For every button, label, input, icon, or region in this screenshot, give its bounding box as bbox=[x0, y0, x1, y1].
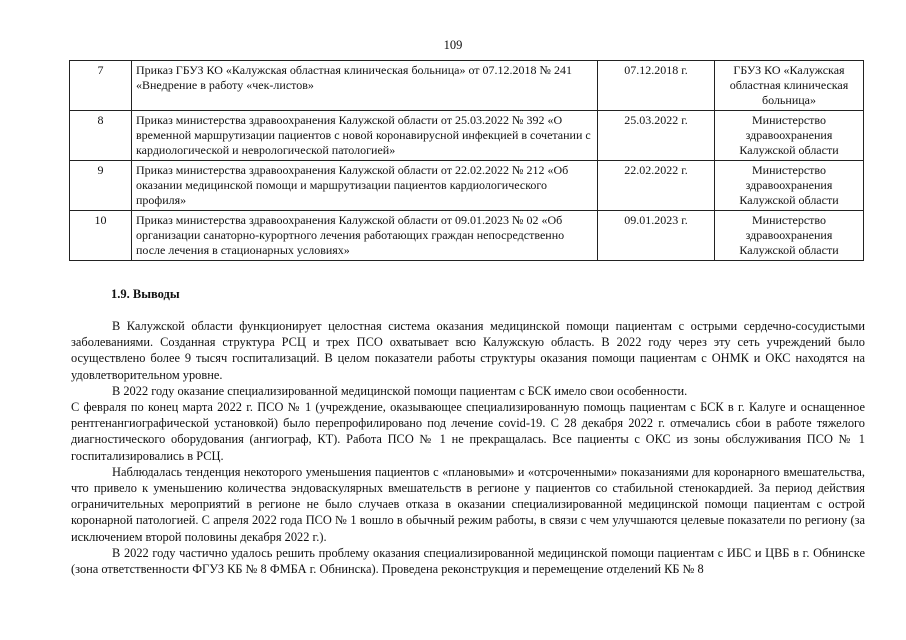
row-date: 25.03.2022 г. bbox=[598, 111, 715, 161]
row-organization: Министерство здравоохранения Калужской области bbox=[715, 111, 864, 161]
row-date: 22.02.2022 г. bbox=[598, 161, 715, 211]
page-number: 109 bbox=[443, 38, 463, 52]
paragraph: С февраля по конец марта 2022 г. ПСО № 1 (учреждение, оказывающее специализированную помощь пациентам с БСК в г. Калуге и оснащенное рентгенангиографической установкой) было перепрофилировано под лечение covid-19. С 28 декабря 2022 г. отмечались сбои в работе тяжелого диагностического оборудования (ангиограф, КТ). Работа ПСО № 1 не прекращалась. Все пациенты с ОКС из зоны обслуживания ПСО № 1 госпитализировались в РСЦ. bbox=[71, 400, 865, 463]
row-document-title: Приказ министерства здравоохранения Калужской области от 09.01.2023 № 02 «Об организации санаторно-курортного лечения работающих граждан непосредственно после лечения в стационарных условиях» bbox=[132, 211, 598, 261]
paragraph: Наблюдалась тенденция некоторого уменьшения пациентов с «плановыми» и «отсроченными» показаниями для коронарного вмешательства, что привело к уменьшению количества эндоваскулярных вмешательств в регионе у пациентов со стабильной стенокардией. За период действия ограничительных мероприятий в регионе не было случаев отказа в оказании специализированной медицинской помощи пациентам с острой коронарной патологией. С апреля 2022 года ПСО № 1 вошло в обычный режим работы, в связи с чем улучшаются целевые показатели по региону (за исключением второй половины декабря 2022 г.). bbox=[71, 464, 865, 544]
row-number: 10 bbox=[70, 211, 132, 261]
table-row bbox=[70, 161, 864, 211]
row-document-title: Приказ министерства здравоохранения Калужской области от 22.02.2022 № 212 «Об оказании медицинской помощи и маршрутизации пациентов кардиологического профиля» bbox=[132, 161, 598, 211]
row-organization: ГБУЗ КО «Калужская областная клиническая больница» bbox=[715, 61, 864, 111]
row-number: 7 bbox=[70, 61, 132, 111]
table-row bbox=[70, 111, 864, 161]
row-organization: Министерство здравоохранения Калужской области bbox=[715, 211, 864, 261]
orders-table-body bbox=[70, 61, 864, 261]
table-row bbox=[70, 211, 864, 261]
paragraph: В 2022 году частично удалось решить проблему оказания специализированной медицинской помощи пациентам с ИБС и ЦВБ в г. Обнинске (зона ответственности ФГУЗ КБ № 8 ФМБА г. Обнинска). Проведена реконструкция и перемещение отделений КБ № 8 bbox=[71, 545, 865, 577]
row-date: 07.12.2018 г. bbox=[598, 61, 715, 111]
row-date: 09.01.2023 г. bbox=[598, 211, 715, 261]
table-row bbox=[70, 61, 864, 111]
section-heading: 1.9. Выводы bbox=[111, 287, 180, 301]
row-number: 9 bbox=[70, 161, 132, 211]
row-document-title: Приказ министерства здравоохранения Калужской области от 25.03.2022 № 392 «О временной маршрутизации пациентов с новой коронавирусной инфекцией в сочетании с кардиологической и неврологической патологией» bbox=[132, 111, 598, 161]
row-document-title: Приказ ГБУЗ КО «Калужская областная клиническая больница» от 07.12.2018 № 241 «Внедрение в работу «чек-листов» bbox=[132, 61, 598, 111]
orders-table bbox=[69, 60, 864, 261]
row-number: 8 bbox=[70, 111, 132, 161]
paragraph: В 2022 году оказание специализированной медицинской помощи пациентам с БСК имело свои особенности. bbox=[112, 383, 688, 398]
row-organization: Министерство здравоохранения Калужской области bbox=[715, 161, 864, 211]
paragraph: В Калужской области функционирует целостная система оказания медицинской помощи пациентам с острыми сердечно-сосудистыми заболеваниями. Созданная структура РСЦ и трех ПСО охватывает всю Калужскую область. В 2022 году через эту сеть учреждений было осуществлено более 9 тысяч госпитализаций. В целом показатели работы структуры оказания помощи пациентам с ОНМК и ОКС находятся на удовлетворительном уровне. bbox=[71, 319, 865, 382]
conclusions-text bbox=[71, 318, 865, 577]
